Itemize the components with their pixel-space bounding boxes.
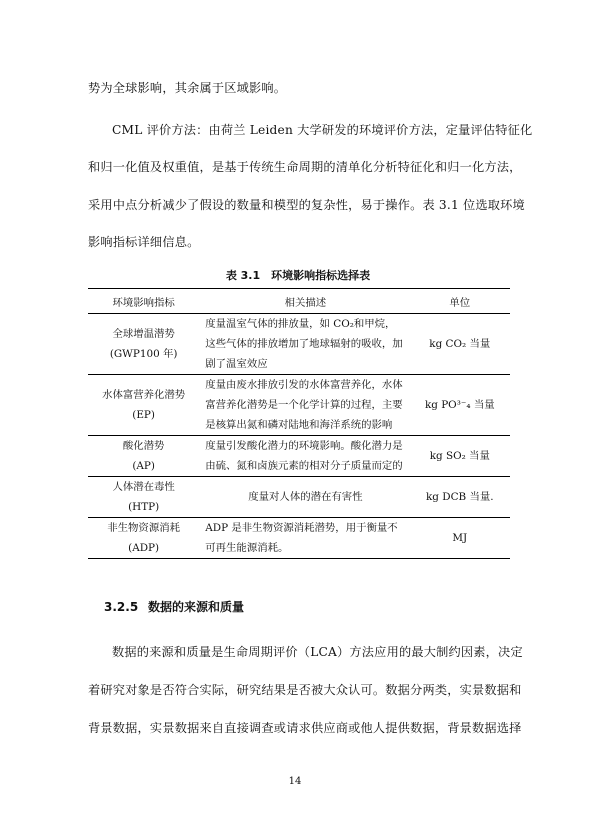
indicator-desc: 度量对人体的潜在有害性 — [248, 491, 363, 503]
table-caption: 表 3.1 环境影响指标选择表 — [225, 269, 371, 282]
table-row — [88, 314, 510, 375]
body-text-line: 势为全球影响，其余属于区域影响。 — [88, 81, 287, 95]
table-row — [88, 518, 510, 559]
indicator-abbr: (GWP100 年) — [109, 348, 178, 360]
body-text-line: 着研究对象是否符合实际，研究结果是否被大众认可。数据分两类，实景数据和 — [88, 683, 522, 697]
indicator-name-cell — [88, 375, 199, 436]
indicator-name-cell — [88, 477, 199, 518]
indicator-table — [88, 288, 510, 559]
indicator-desc: 度量由废水排放引发的水体富营养化，水体富营养化潜势是一个化学计算的过程，主要是核算出氮和磷对陆地和海洋系统的影响 — [205, 379, 403, 431]
indicator-name: 水体富营养化潜势 — [102, 389, 186, 401]
indicator-unit: MJ — [452, 532, 468, 544]
section-title: 数据的来源和质量 — [148, 600, 245, 614]
body-text-line: 和归一化值及权重值，是基于传统生命周期的清单化分析特征化和归一化方法， — [88, 160, 522, 174]
indicator-name-cell — [88, 518, 199, 559]
table-row — [88, 477, 510, 518]
indicator-unit: kg PO³⁻₄ 当量 — [424, 399, 495, 411]
indicator-desc: 度量温室气体的排放量，如 CO₂和甲烷，这些气体的排放增加了地球辐射的吸收，加剧了温室效应 — [205, 318, 403, 370]
section-number: 3.2.5 — [104, 600, 139, 614]
body-text-line: 采用中点分析减少了假设的数量和模型的复杂性，易于操作。表 3.1 位选取环境 — [88, 198, 525, 212]
table-row — [88, 436, 510, 477]
indicator-abbr: (HTP) — [128, 501, 160, 513]
indicator-name: 非生物资源消耗 — [107, 522, 180, 534]
indicator-name: 人体潜在毒性 — [112, 481, 175, 493]
indicator-name: 全球增温潜势 — [112, 328, 175, 340]
indicator-unit: kg DCB 当量. — [426, 491, 494, 503]
table-row — [88, 375, 510, 436]
indicator-name-cell — [88, 436, 199, 477]
page-number: 14 — [288, 776, 302, 787]
indicator-name: 酸化潜势 — [122, 440, 165, 452]
table-header-cell: 相关描述 — [284, 296, 327, 309]
body-text-line: 背景数据，实景数据来自直接调查或请求供应商或他人提供数据，背景数据选择 — [88, 721, 522, 735]
indicator-name-cell — [88, 314, 199, 375]
table-header-row — [88, 289, 510, 314]
indicator-unit: kg SO₂ 当量 — [429, 450, 490, 462]
body-text-line: 数据的来源和质量是生命周期评价（LCA）方法应用的最大制约因素，决定 — [112, 645, 523, 659]
indicator-desc: 度量引发酸化潜力的环境影响。酸化潜力是由硫、氮和卤族元素的相对分子质量而定的 — [205, 440, 403, 472]
body-text-line: 影响指标详细信息。 — [88, 235, 200, 249]
indicator-abbr: (ADP) — [128, 542, 160, 554]
indicator-abbr: (AP) — [132, 460, 155, 472]
table-header-cell: 环境影响指标 — [112, 296, 175, 309]
indicator-unit: kg CO₂ 当量 — [429, 338, 491, 350]
indicator-abbr: (EP) — [132, 409, 155, 421]
table-header-cell: 单位 — [449, 296, 471, 309]
section-heading — [104, 598, 244, 615]
body-text-line: CML 评价方法：由荷兰 Leiden 大学研发的环境评价方法，定量评估特征化 — [112, 123, 533, 137]
indicator-desc: ADP 是非生物资源消耗潜势，用于衡量不可再生能源消耗。 — [205, 522, 398, 554]
